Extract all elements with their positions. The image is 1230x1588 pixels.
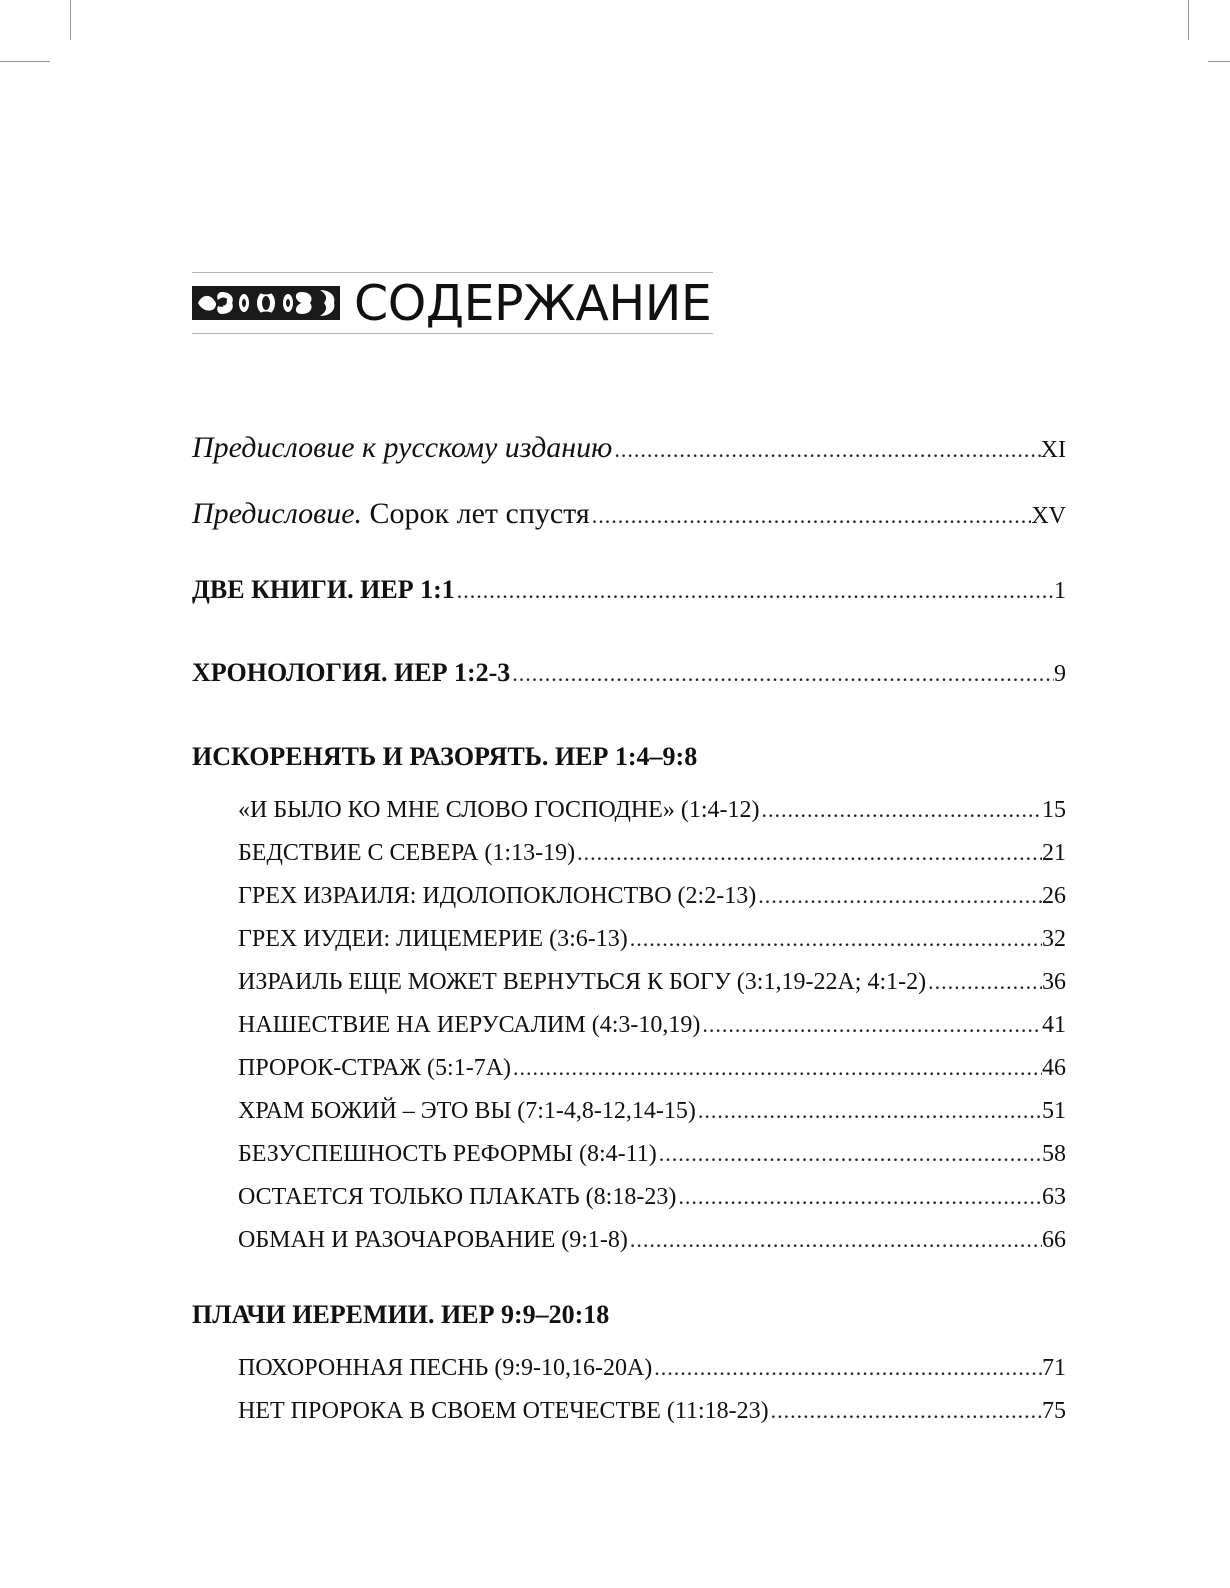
dot-leader <box>756 879 1042 913</box>
toc-entry-title: БЕДСТВИЕ С СЕВЕРА (1:13-19) <box>238 840 576 866</box>
toc-page-number: 36 <box>1042 969 1066 995</box>
dot-leader <box>590 496 1032 536</box>
toc-entry-title: ПОХОРОННАЯ ПЕСНЬ (9:9-10,16-20А) <box>238 1355 653 1381</box>
toc-entry-title: Сорок лет спустя <box>362 497 590 530</box>
toc-entry-title: ОСТАЕТСЯ ТОЛЬКО ПЛАКАТЬ (8:18-23) <box>238 1184 677 1210</box>
toc-page-number: 21 <box>1042 840 1066 866</box>
toc-entry-title-italic: Предисловие. <box>192 497 363 530</box>
toc-page-number: 71 <box>1042 1355 1066 1381</box>
crop-mark <box>70 0 71 40</box>
toc-entry-preface-russian[interactable] <box>192 428 1066 468</box>
toc-page-number: XI <box>1040 437 1066 463</box>
dot-leader <box>455 573 1054 609</box>
toc-entry[interactable] <box>238 922 1066 956</box>
dot-leader <box>652 1351 1042 1385</box>
toc-entry[interactable] <box>238 965 1066 999</box>
toc-page-number: 46 <box>1042 1055 1066 1081</box>
dot-leader <box>657 1137 1042 1171</box>
dot-leader <box>769 1394 1042 1428</box>
toc-chapter-title: ХРОНОЛОГИЯ. ИЕР 1:2-3 <box>192 658 511 687</box>
dot-leader <box>510 656 1054 692</box>
dot-leader <box>759 793 1042 827</box>
toc-entry-title: ИЗРАИЛЬ ЕЩЕ МОЖЕТ ВЕРНУТЬСЯ К БОГУ (3:1,19-22А; 4:1-2) <box>238 969 927 995</box>
toc-entry-title: БЕЗУСПЕШНОСТЬ РЕФОРМЫ (8:4-11) <box>238 1141 657 1167</box>
toc-entry[interactable] <box>238 1137 1066 1171</box>
toc-page-number: 26 <box>1042 883 1066 909</box>
toc-entry-title: ПРОРОК-СТРАЖ (5:1-7А) <box>238 1055 512 1081</box>
toc-page-number: 75 <box>1042 1398 1066 1424</box>
toc-chapter-title: ДВЕ КНИГИ. ИЕР 1:1 <box>192 575 455 604</box>
toc-entry[interactable] <box>238 1180 1066 1214</box>
toc-entry-title: ОБМАН И РАЗОЧАРОВАНИЕ (9:1-8) <box>238 1227 628 1253</box>
toc-page-number: 58 <box>1042 1141 1066 1167</box>
toc-entry[interactable] <box>238 793 1066 827</box>
toc-page-number: XV <box>1031 503 1066 529</box>
dot-leader <box>926 965 1042 999</box>
dot-leader <box>696 1094 1042 1128</box>
crop-mark <box>1188 0 1189 40</box>
contents-heading <box>192 272 713 334</box>
toc-page-number: 32 <box>1042 926 1066 952</box>
toc-page-number: 63 <box>1042 1184 1066 1210</box>
dot-leader <box>700 1008 1042 1042</box>
toc-entry[interactable] <box>238 836 1066 870</box>
toc-entry[interactable] <box>238 1394 1066 1428</box>
toc-page-number: 9 <box>1054 661 1066 687</box>
toc-page-number: 66 <box>1042 1227 1066 1253</box>
toc-entry-title: ХРАМ БОЖИЙ – ЭТО ВЫ (7:1-4,8-12,14-15) <box>238 1098 696 1124</box>
toc-entry[interactable] <box>238 1223 1066 1257</box>
page-title: СОДЕРЖАНИЕ <box>354 275 712 332</box>
toc-page-number: 1 <box>1054 578 1066 604</box>
dot-leader <box>676 1180 1042 1214</box>
decorative-ornament-icon <box>192 286 340 320</box>
toc-entry-title-italic: Предисловие к русскому изданию <box>192 431 613 464</box>
dot-leader <box>628 922 1042 956</box>
toc-entry[interactable] <box>238 1051 1066 1085</box>
crop-mark <box>1208 61 1230 62</box>
dot-leader <box>628 1223 1042 1257</box>
toc-section-heading[interactable]: ИСКОРЕНЯТЬ И РАЗОРЯТЬ. ИЕР 1:4–9:8 <box>192 742 698 771</box>
toc-entry-title: ГРЕХ ИЗРАИЛЯ: ИДОЛОПОКЛОНСТВО (2:2-13) <box>238 883 757 909</box>
toc-entry-title: НЕТ ПРОРОКА В СВОЕМ ОТЕЧЕСТВЕ (11:18-23) <box>238 1398 769 1424</box>
toc-page-number: 41 <box>1042 1012 1066 1038</box>
dot-leader <box>612 430 1040 470</box>
dot-leader <box>511 1051 1042 1085</box>
crop-mark <box>0 61 50 62</box>
toc-entry-title: НАШЕСТВИЕ НА ИЕРУСАЛИМ (4:3-10,19) <box>238 1012 701 1038</box>
toc-page-number: 15 <box>1042 797 1066 823</box>
toc-entry-title: «И БЫЛО КО МНЕ СЛОВО ГОСПОДНЕ» (1:4-12) <box>238 797 760 823</box>
toc-entry[interactable] <box>238 1094 1066 1128</box>
toc-entry-preface[interactable] <box>192 494 1066 534</box>
toc-chapter-two-books[interactable] <box>192 572 1066 608</box>
toc-entry[interactable] <box>238 1008 1066 1042</box>
toc-section-heading[interactable]: ПЛАЧИ ИЕРЕМИИ. ИЕР 9:9–20:18 <box>192 1300 610 1329</box>
toc-page-number: 51 <box>1042 1098 1066 1124</box>
toc-chapter-chronology[interactable] <box>192 655 1066 691</box>
toc-entry[interactable] <box>238 1351 1066 1385</box>
toc-entry-title: ГРЕХ ИУДЕИ: ЛИЦЕМЕРИЕ (3:6-13) <box>238 926 628 952</box>
toc-entry[interactable] <box>238 879 1066 913</box>
dot-leader <box>575 836 1042 870</box>
